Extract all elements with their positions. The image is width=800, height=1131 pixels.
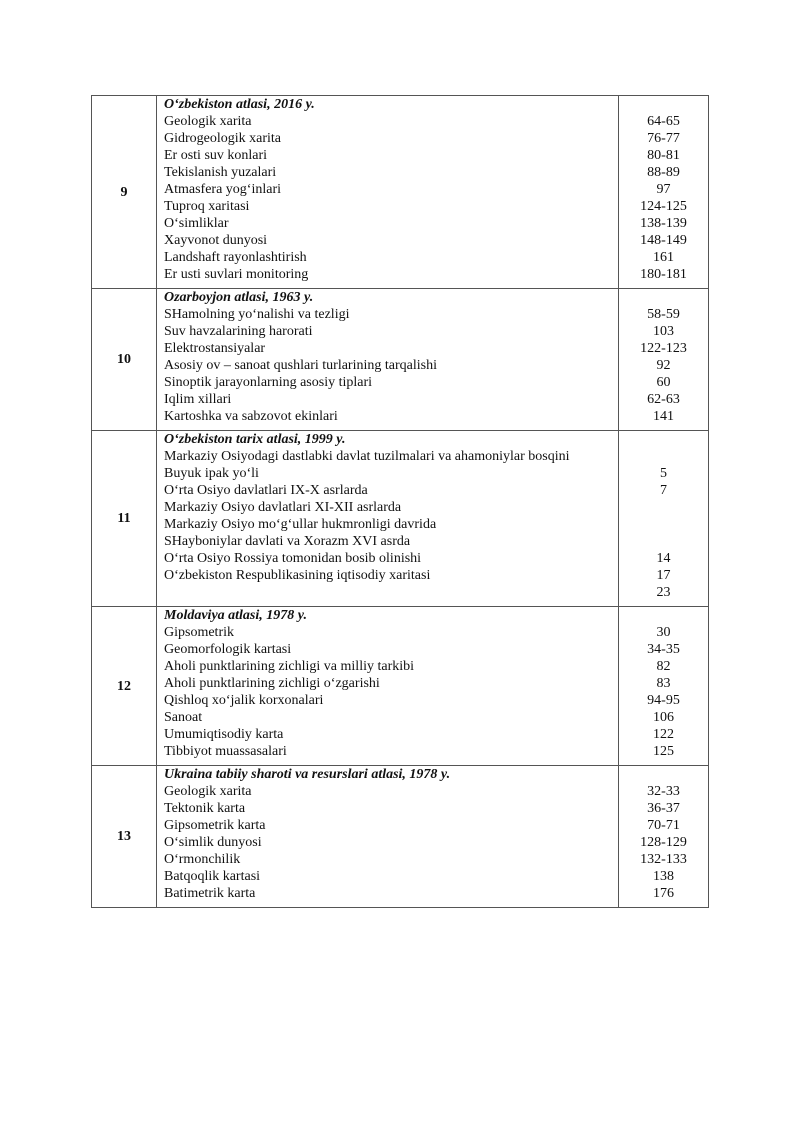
map-item: Markaziy Osiyodagi dastlabki davlat tuzilmalari va ahamoniylar bosqini (164, 449, 570, 464)
map-item: Umumiqtisodiy karta (164, 727, 284, 742)
row-number: 10 (92, 289, 157, 431)
map-item: Tuproq xaritasi (164, 199, 250, 214)
map-item: Buyuk ipak yo‘li (164, 466, 259, 481)
pages-cell (619, 766, 709, 908)
page-number: 138-139 (640, 216, 687, 231)
page-number: 132-133 (640, 852, 687, 867)
atlas-contents-cell (157, 96, 619, 289)
pages-cell (619, 96, 709, 289)
map-item: Sanoat (164, 710, 203, 725)
map-item: O‘simlik dunyosi (164, 835, 262, 850)
map-item: Batimetrik karta (164, 886, 256, 901)
map-item: Sinoptik jarayonlarning asosiy tiplari (164, 375, 373, 390)
page-number: 32-33 (647, 784, 680, 799)
page-number: 80-81 (647, 148, 680, 163)
atlas-contents-cell (157, 607, 619, 766)
page-number (619, 533, 708, 550)
map-item: O‘rta Osiyo Rossiya tomonidan bosib olinishi (164, 551, 422, 566)
page-number: 122 (653, 727, 674, 742)
page-number: 128-129 (640, 835, 687, 850)
page-number: 5 (660, 466, 667, 481)
page-number: 148-149 (640, 233, 687, 248)
row-number: 12 (92, 607, 157, 766)
atlas-table-body (92, 96, 709, 908)
page-number: 180-181 (640, 267, 687, 282)
page-number (619, 516, 708, 533)
page-number: 64-65 (647, 114, 680, 129)
page-number: 34-35 (647, 642, 680, 657)
map-item: Markaziy Osiyo davlatlari XI-XII asrlarda (164, 500, 402, 515)
page-number: 60 (656, 375, 671, 390)
map-item: Geologik xarita (164, 784, 252, 799)
page-number: 62-63 (647, 392, 680, 407)
map-item: Landshaft rayonlashtirish (164, 250, 307, 265)
page-number: 76-77 (647, 131, 680, 146)
table-row (92, 766, 709, 908)
map-item: Batqoqlik kartasi (164, 869, 261, 884)
map-item: Aholi punktlarining zichligi va milliy tarkibi (164, 659, 415, 674)
page-number: 141 (653, 409, 674, 424)
atlas-contents-cell (157, 431, 619, 607)
page-number: 23 (656, 585, 671, 600)
page-number: 36-37 (647, 801, 680, 816)
page-number: 14 (656, 551, 671, 566)
map-item: Kartoshka va sabzovot ekinlari (164, 409, 338, 424)
map-item: Tibbiyot muassasalari (164, 744, 287, 759)
map-item: Tektonik karta (164, 801, 246, 816)
map-item: Gipsometrik karta (164, 818, 266, 833)
map-item: Geologik xarita (164, 114, 252, 129)
page-number: 58-59 (647, 307, 680, 322)
map-item: SHamolning yo‘nalishi va tezligi (164, 307, 350, 322)
row-number: 13 (92, 766, 157, 908)
atlas-table (91, 95, 709, 908)
map-item: Suv havzalarining harorati (164, 324, 313, 339)
pages-cell (619, 607, 709, 766)
page-number: 94-95 (647, 693, 680, 708)
page-number: 83 (656, 676, 671, 691)
map-item: Er osti suv konlari (164, 148, 268, 163)
page-number: 138 (653, 869, 674, 884)
map-item: Tekislanish yuzalari (164, 165, 277, 180)
page-number: 125 (653, 744, 674, 759)
page-number (619, 499, 708, 516)
map-item: Aholi punktlarining zichligi o‘zgarishi (164, 676, 380, 691)
map-item (164, 584, 618, 601)
map-item: Gipsometrik (164, 625, 234, 640)
atlas-contents-cell (157, 289, 619, 431)
page-number: 82 (656, 659, 671, 674)
map-item: O‘simliklar (164, 216, 229, 231)
atlas-title: Ukraina tabiiy sharoti va resurslari atlasi, 1978 y. (164, 767, 451, 782)
table-row (92, 431, 709, 607)
page-number: 124-125 (640, 199, 687, 214)
pages-cell (619, 289, 709, 431)
map-item: Elektrostansiyalar (164, 341, 266, 356)
row-number: 11 (92, 431, 157, 607)
table-row (92, 96, 709, 289)
map-item: Qishloq xo‘jalik korxonalari (164, 693, 324, 708)
pages-cell (619, 431, 709, 607)
page-number: 70-71 (647, 818, 680, 833)
atlas-title: O‘zbekiston tarix atlasi, 1999 y. (164, 432, 346, 447)
table-row (92, 607, 709, 766)
page-number: 122-123 (640, 341, 687, 356)
map-item: Geomorfologik kartasi (164, 642, 292, 657)
page-number: 103 (653, 324, 674, 339)
map-item: Atmasfera yog‘inlari (164, 182, 282, 197)
atlas-title: O‘zbekiston atlasi, 2016 y. (164, 97, 315, 112)
page-number: 176 (653, 886, 674, 901)
table-row (92, 289, 709, 431)
map-item: Asosiy ov – sanoat qushlari turlarining tarqalishi (164, 358, 437, 373)
page-number: 161 (653, 250, 674, 265)
map-item: O‘rmonchilik (164, 852, 241, 867)
page-number: 88-89 (647, 165, 680, 180)
page-number (619, 448, 708, 465)
map-item: SHayboniylar davlati va Xorazm XVI asrda (164, 534, 411, 549)
atlas-title: Moldaviya atlasi, 1978 y. (164, 608, 307, 623)
map-item: Markaziy Osiyo mo‘g‘ullar hukmronligi davrida (164, 517, 437, 532)
row-number: 9 (92, 96, 157, 289)
map-item: O‘rta Osiyo davlatlari IX-X asrlarda (164, 483, 368, 498)
page-number: 106 (653, 710, 674, 725)
atlas-title: Ozarboyjon atlasi, 1963 y. (164, 290, 314, 305)
page-number: 30 (656, 625, 671, 640)
page-number: 92 (656, 358, 671, 373)
page-number: 17 (656, 568, 671, 583)
page-number: 97 (656, 182, 671, 197)
page-number: 7 (660, 483, 667, 498)
atlas-contents-cell (157, 766, 619, 908)
map-item: O‘zbekiston Respublikasining iqtisodiy xaritasi (164, 568, 431, 583)
map-item: Xayvonot dunyosi (164, 233, 268, 248)
map-item: Iqlim xillari (164, 392, 232, 407)
map-item: Gidrogeologik xarita (164, 131, 282, 146)
map-item: Er usti suvlari monitoring (164, 267, 309, 282)
